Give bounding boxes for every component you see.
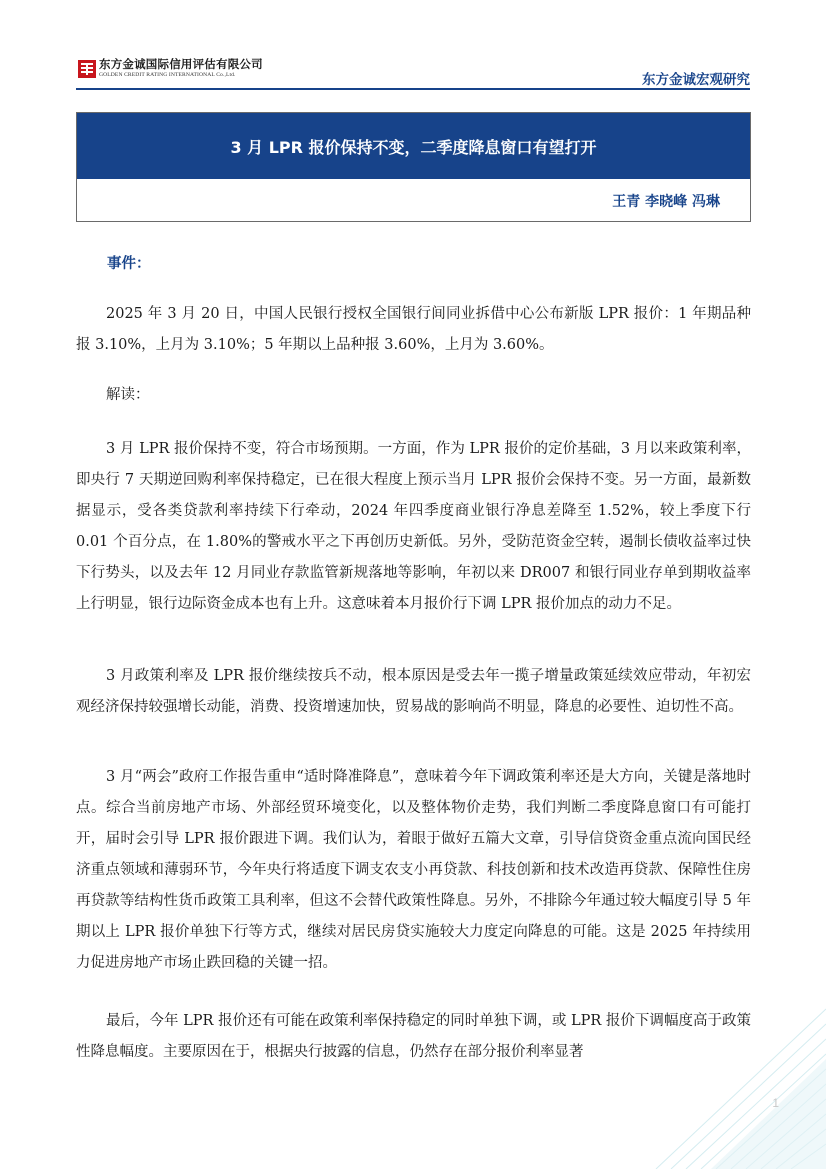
company-name-cn: 东方金诚国际信用评估有限公司 — [99, 57, 263, 71]
report-series: 东方金诚宏观研究 — [642, 72, 750, 88]
corner-decoration — [596, 989, 826, 1169]
body-paragraph-1: 3 月 LPR 报价保持不变，符合市场预期。一方面，作为 LPR 报价的定价基础，3 月以来政策利率，即央行 7 天期逆回购利率保持稳定，已在很大程度上预示当月 LPR 报价会保持不变。另一方面，最新数据显示，受各类贷款利率持续下行牵动，2024 年四季度商业银行净息差降至 1.52%，较上季度下行 0.01 个百分点，在 1.80%的警戒水平之下再创历史新低。另外，受防范资金空转，遏制长债收益率过快下行势头，以及去年 12 月同业存款监管新规落地等影响，年初以来 DR007 和银行同业存单到期收益率上行明显，银行边际资金成本也有上升。这意味着本月报价行下调 LPR 报价加点的动力不足。 — [76, 441, 751, 612]
interpret-heading: 解读： — [106, 387, 150, 403]
report-title: 3 月 LPR 报价保持不变，二季度降息窗口有望打开 — [230, 137, 597, 157]
title-box — [76, 112, 751, 222]
body-paragraph-3: 3 月“两会”政府工作报告重申“适时降准降息”，意味着今年下调政策利率还是大方向，关键是落地时点。综合当前房地产市场、外部经贸环境变化，以及整体物价走势，我们判断二季度降息窗口有可能打开，届时会引导 LPR 报价跟进下调。我们认为，着眼于做好五篇大文章，引导信贷资金重点流向国民经济重点领域和薄弱环节，今年央行将适度下调支农支小再贷款、科技创新和技术改造再贷款、保障性住房再贷款等结构性货币政策工具利率，但这不会替代政策性降息。另外，不排除今年通过较大幅度引导 5 年期以上 LPR 报价单独下行等方式，继续对居民房贷实施较大力度定向降息的可能。这是 2025 年持续用力促进房地产市场止跌回稳的关键一招。 — [76, 769, 751, 971]
company-name-en: GOLDEN CREDIT RATING INTERNATIONAL Co.,Ltd. — [99, 71, 236, 78]
event-paragraph: 2025 年 3 月 20 日，中国人民银行授权全国银行间同业拆借中心公布新版 LPR 报价：1 年期品种报 3.10%，上月为 3.10%；5 年期以上品种报 3.60%，上月为 3.60%。 — [76, 306, 751, 353]
body-paragraph-4: 最后，今年 LPR 报价还有可能在政策利率保持稳定的同时单独下调，或 LPR 报价下调幅度高于政策性降息幅度。主要原因在于，根据央行披露的信息，仍然存在部分报价利率显著 — [76, 1013, 751, 1060]
logo-mark-icon — [78, 60, 96, 78]
page-number: 1 — [772, 1096, 779, 1110]
report-authors: 王青 李晓峰 冯琳 — [612, 194, 720, 210]
company-logo — [78, 59, 263, 78]
event-heading: 事件： — [107, 256, 151, 272]
body-paragraph-2: 3 月政策利率及 LPR 报价继续按兵不动，根本原因是受去年一揽子增量政策延续效应带动，年初宏观经济保持较强增长动能，消费、投资增速加快，贸易战的影响尚不明显，降息的必要性、迫切性不高。 — [76, 668, 751, 715]
header-divider — [76, 88, 750, 90]
title-band — [77, 113, 750, 179]
